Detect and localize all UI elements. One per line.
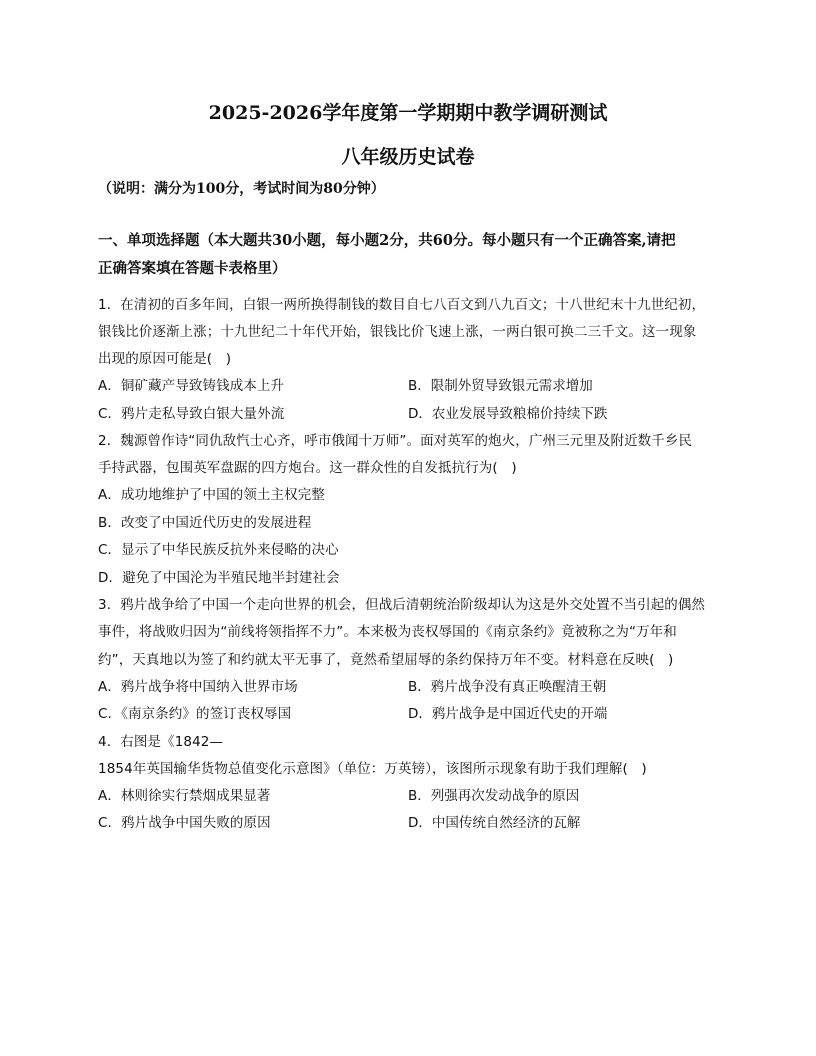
question-3-option-a: A．鸦片战争将中国纳入世界市场	[98, 679, 298, 695]
question-4-line-2: 1854年英国输华货物总值变化示意图》（单位：万英镑），该图所示现象有助于我们理解( )	[98, 761, 647, 777]
question-1-line-2: 银钱比价逐渐上涨；十九世纪二十年代开始，银钱比价飞速上涨，一两白银可换二三千文。这一现象	[98, 324, 697, 340]
question-1-option-d: D．农业发展导致粮棉价持续下跌	[408, 406, 608, 422]
question-3-option-d: D．鸦片战争是中国近代史的开端	[408, 706, 608, 722]
question-3-line-3: 约”，天真地以为签了和约就太平无事了，竟然希望屈辱的条约保持万年不变。材料意在反映( )	[98, 652, 674, 668]
question-1-option-c: C．鸦片走私导致白银大量外流	[98, 406, 285, 422]
question-2-option-a: A．成功地维护了中国的领土主权完整	[98, 487, 325, 503]
question-2-line-1: 2．魏源曾作诗“同仇敌忾士心齐，呼市俄闻十万师”。面对英军的炮火，广州三元里及附近数千乡民	[98, 433, 693, 449]
question-2-option-d: D．避免了中国沦为半殖民地半封建社会	[98, 570, 340, 586]
question-1-option-b: B．限制外贸导致银元需求增加	[408, 378, 593, 394]
question-1-line-1: 1．在清初的百多年间，白银一两所换得制钱的数目自七八百文到八九百文；十八世纪末十九世纪初，	[98, 297, 706, 313]
question-2-option-c: C．显示了中华民族反抗外来侵略的决心	[98, 542, 339, 558]
question-4-option-d: D．中国传统自然经济的瓦解	[408, 815, 581, 831]
question-4-option-a: A．林则徐实行禁烟成果显著	[98, 788, 271, 804]
question-3-option-c: C．《南京条约》的签订丧权辱国	[98, 706, 292, 722]
question-3-line-1: 3．鸦片战争给了中国一个走向世界的机会，但战后清朝统治阶级却认为这是外交处置不当引起的偶然	[98, 597, 706, 613]
question-2-line-2: 手持武器，包围英军盘踞的四方炮台。这一群众性的自发抵抗行为( )	[98, 460, 517, 476]
question-4-option-c: C．鸦片战争中国失败的原因	[98, 815, 271, 831]
section-heading-line-1: 一、单项选择题（本大题共30小题，每小题2分，共60分。每小题只有一个正确答案,请把	[98, 232, 676, 249]
question-3-line-2: 事件，将战败归因为“前线将领指挥不力”。本来极为丧权辱国的《南京条约》竟被称之为“万年和	[98, 624, 677, 640]
question-4-line-1: 4．右图是《1842—	[98, 734, 224, 750]
question-3-option-b: B．鸦片战争没有真正唤醒清王朝	[408, 679, 607, 695]
question-1-line-3: 出现的原因可能是( )	[98, 351, 232, 367]
section-heading-line-2: 正确答案填在答题卡表格里）	[98, 260, 287, 277]
exam-subtitle: 八年级历史试卷	[341, 146, 475, 168]
question-2-option-b: B．改变了中国近代历史的发展进程	[98, 515, 312, 531]
question-1-option-a: A．铜矿藏产导致铸钱成本上升	[98, 378, 285, 394]
exam-title: 2025-2026学年度第一学期期中教学调研测试	[208, 102, 608, 124]
exam-note: （说明：满分为100分，考试时间为80分钟）	[98, 181, 385, 197]
question-4-option-b: B．列强再次发动战争的原因	[408, 788, 580, 804]
